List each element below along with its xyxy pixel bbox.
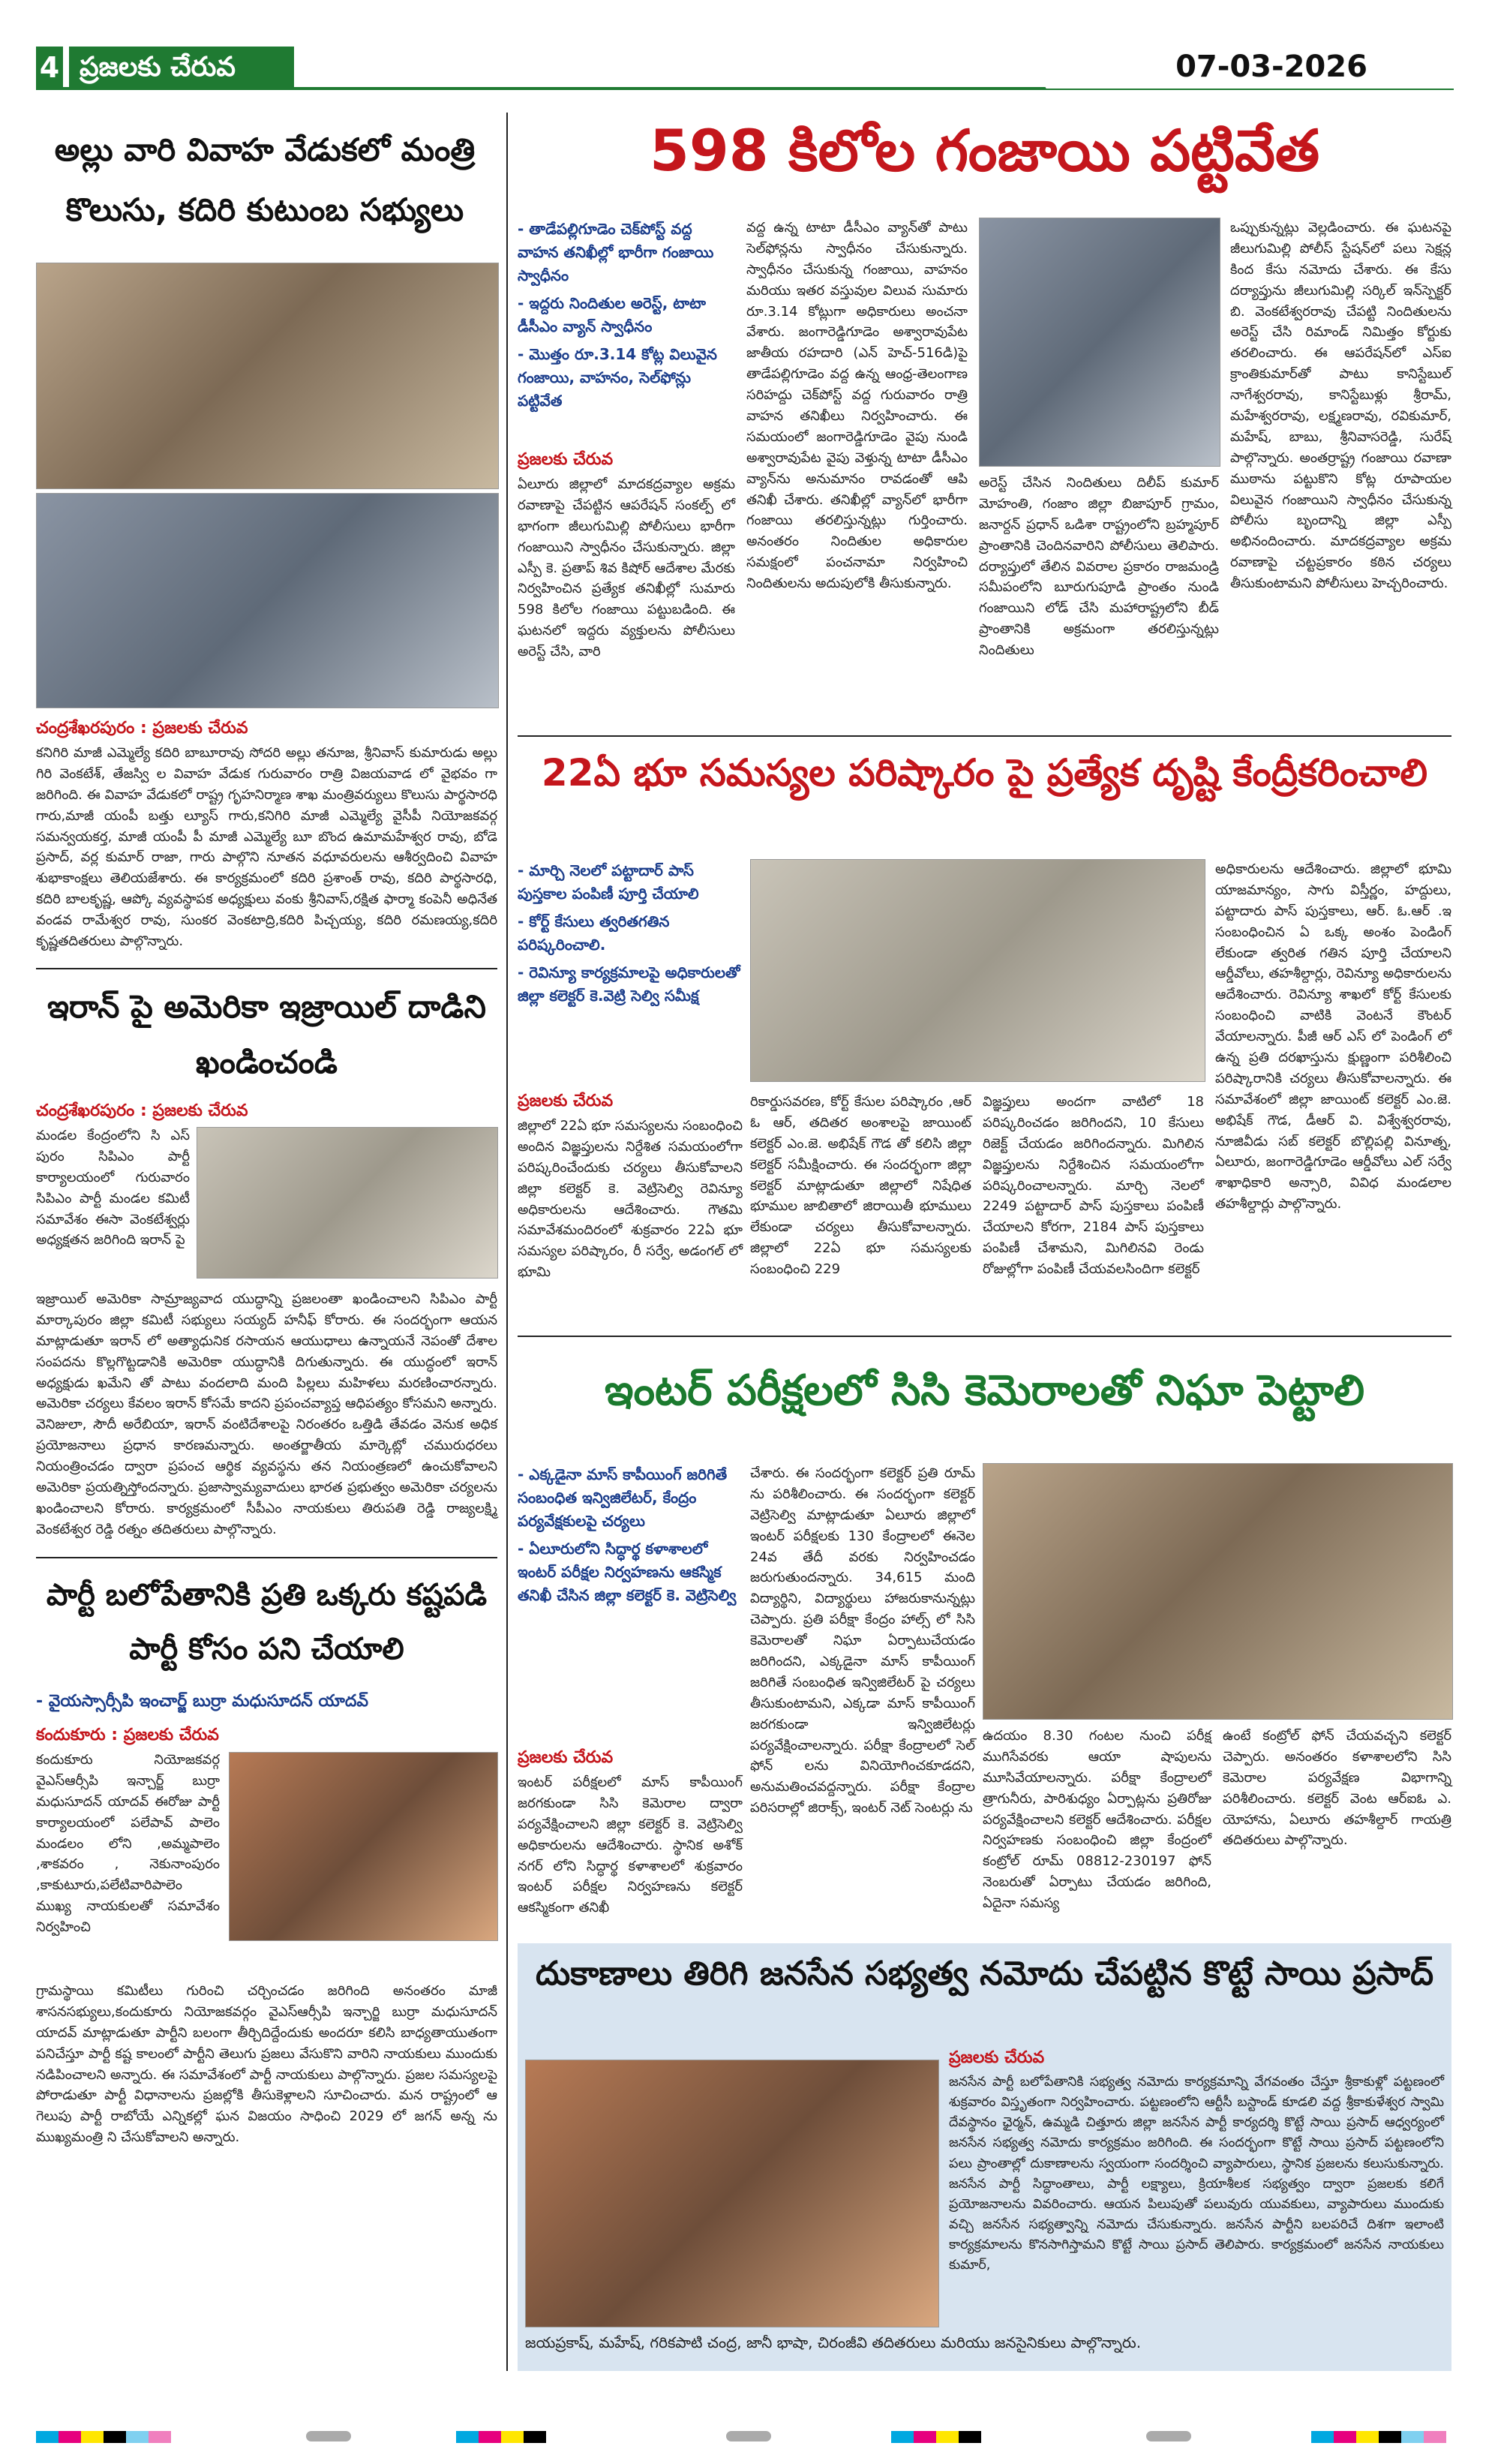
22a-bullet: - మార్చి నెలలో పట్టాదార్ పాస్ పుస్తకాల పంపిణీ పూర్తి చేయాలి	[518, 861, 699, 903]
allu-body: కనిగిరి మాజీ ఎమ్మెల్యే కదిరి బాబూరావు సోదరి అల్లు తనూజ, శ్రీనివాస్ కుమారుడు అల్లు గిరి వెంకటేశ్, తేజస్వి ల వివాహ వేడుక గురువారం రాత్రి విజయవాడ లో వైభవం గా జరిగింది. ఈ వివాహ వేడుకలో రాష్ట్ర గృహనిర్మాణ శాఖ మంత్రివర్యులు కొలుసు పార్థసారధి గారు,మాజీ యంపీ బత్తు ల్యూస్ గారు,కనిగిరి మాజీ ఎమ్మెల్యే వైసీపీ నియోజకవర్గ సమన్వయకర్త, మాజీ యంపీ పీ మాజీ ఎమ్మెల్యే బూ బొంద ఉమామహేశ్వర రావు, బోడె ప్రసాద్, వర్ల కుమార్ రాజా, గారు పాల్గొని నూతన వధూవరులను ఆశీర్వదించి వివాహ శుభాకాంక్షలు తెలియజేశారు. ఈ కార్యక్రమంలో కదిరి ప్రశాంత్ రావు, కదిరి పార్థసారధి, కదిరి బాలకృష్ణ, ఆప్కో వ్యవస్థాపక అధ్యక్షులు వంకు శ్రీనివాస్,రక్షిత ఫార్మా కంపెనీ అధినేత వండవ రామేశ్వర రావు, సుంకర వెంకటాద్రి,కదిరి పిచ్చయ్య, కదిరి రమణయ్య,కదిరి కృష్ణతదితరులు పాల్గొన్నారు.	[36, 745, 497, 950]
inter-body-3: ఉదయం 8.30 గంటల నుంచి పరీక్ష ముగిసేవరకు ఆయా షాపులను మూసివేయాలన్నారు. పరీక్షా కేంద్రాలలో త్రాగునీరు, పారిశుధ్యం ఏర్పాట్లను ప్రతిరోజు పర్యవేక్షించాలని కలెక్టర్ ఆదేశించారు. పరీక్షల నిర్వహణకు సంబంధించి జిల్లా కేంద్రంలో కంట్రోల్ రూమ్ 08812-230197 ఫోన్ నెంబరుతో ఏర్పాటు చేయడం జరిగింది, ఏదైనా సమస్య	[983, 1728, 1211, 1912]
allu-dateline: చంద్రశేఖరపురం : ప్రజలకు చేరువ	[36, 719, 248, 738]
inter-bullet: - ఏలూరులోని సిద్ధార్థ కళాశాలలో ఇంటర్ పరీక్షల నిర్వహణను ఆకస్మిక తనిఖీ చేసిన జిల్లా కలెక్టర్ కె. వెట్రిసెల్వి	[518, 1540, 737, 1604]
cpm-meeting-photo	[197, 1127, 498, 1279]
janasena-body: జనసేన పార్టీ బలోపేతానికి సభ్యత్వ నమోదు కార్యక్రమాన్ని వేగవంతం చేస్తూ శ్రీకాకుళ్లో పట్టణంలో శుక్రవారం విస్తృతంగా నిర్వహించారు. పట్టణంలోని ఆర్టీసీ బస్టాండ్ కూడలి వద్ద శ్రీకాకుళేశ్వర స్వామి దేవస్థానం ఛైర్మన్, ఉమ్మడి చిత్తూరు జిల్లా జనసేన పార్టీ కార్యదర్శి కొట్టే సాయి ప్రసాద్ ఆధ్వర్యంలో జనసేన సభ్యత్వ నమోదు కార్యక్రమం జరిగింది. ఈ సందర్భంగా కొట్టే సాయి ప్రసాద్ పట్టణంలోని పలు ప్రాంతాల్లో దుకాణాలను స్వయంగా సందర్శించి వ్యాపారులు, స్థానిక ప్రజలను కలుసుకున్నారు. జనసేన పార్టీ సిద్ధాంతాలు, పార్టీ లక్ష్యాలు, క్రియాశీలక సభ్యత్వం ద్వారా ప్రజలకు కలిగే ప్రయోజనాలను వివరించారు. ఆయన పిలుపుతో పలువురు యువకులు, వ్యాపారులు ముందుకు వచ్చి జనసేన సభ్యత్వాన్ని నమోదు చేసుకున్నారు. జనసేన పార్టీని బలపరిచే దిశగా ఇలాంటి కార్యక్రమాలను కొనసాగిస్తామని కొట్టే సాయి ప్రసాద్ తెలిపారు. కార్యక్రమంలో జనసేన నాయకులు కుమార్,	[949, 2075, 1444, 2273]
ganja-bullet: - మొత్తం రూ.3.14 కోట్ల విలువైన గంజాయి, వాహనం, సెల్‌ఫోన్లు పట్టివేత	[518, 345, 717, 410]
janasena-headline: దుకాణాలు తిరిగి జనసేన సభ్యత్వ నమోదు చేపట్టిన కొట్టే సాయి ప్రసాద్	[535, 1955, 1434, 1993]
divider-right-2	[518, 1336, 1451, 1337]
iran-headline: ఇరాన్ పై అమెరికా ఇజ్రాయిల్ దాడిని ఖండించండి	[47, 988, 486, 1080]
inter-body-4: ఉంటే కంట్రోల్ ఫోన్ చేయవచ్చని కలెక్టర్ చెప్పారు. అనంతరం కళాశాలలోని సిసి కెమెరాల పర్యవేక్షణ విభాగాన్ని పరిశీలించారు. కలెక్టర్ వెంట ఆర్ఐఓ ఎ. యోహాను, ఏలూరు తహశీల్దార్ గాయత్రి తదితరులు పాల్గొన్నారు.	[1223, 1728, 1451, 1849]
inter-body-2: చేశారు. ఈ సందర్భంగా కలెక్టర్ ప్రతి రూమ్ ను పరిశీలించారు. ఈ సందర్భంగా కలెక్టర్ వెట్రిసెల్వి మాట్లాడుతూ ఏలూరు జిల్లాలో ఇంటర్ పరీక్షలకు 130 కేంద్రాలలో ఈనెల 24వ తేదీ వరకు నిర్వహించడం జరుగుతుందన్నారు. 34,615 మంది విద్యార్థిని, విద్యార్థులు హాజరుకానున్నట్లు చెప్పారు. ప్రతి పరీక్షా కేంద్రం హాల్స్ లో సిసి కెమెరాలతో నిఘా ఏర్పాటుచేయడం జరిగిందని, ఎక్కడైనా మాస్ కాపీయింగ్ జరిగితే సంబంధిత ఇన్విజిలేటర్ పై చర్యలు తీసుకుంటామని, ఎక్కడా మాస్ కాపీయింగ్ జరగకుండా ఇన్విజిలేటర్లు పర్యవేక్షించాలన్నారు. పరీక్షా కేంద్రాలలో సెల్ ఫోన్ లను వినియోగించకూడదని, అనుమతించవద్దన్నారు. పరీక్షా కేంద్రాల పరిసరాల్లో జిరాక్స్, ఇంటర్ నెట్ సెంటర్లు ను	[750, 1465, 975, 1816]
registration-marks	[36, 2431, 1454, 2446]
22a-bullets	[518, 859, 743, 1008]
ganja-body-2: వద్ద ఉన్న టాటా డీసీఎం వ్యాన్‌తో పాటు సెల్‌ఫోన్లను స్వాధీనం చేసుకున్నారు. స్వాధీనం చేసుకున్న గంజాయి, వాహనం మరియు ఇతర వస్తువుల విలువ సుమారు రూ.3.14 కోట్లుగా అధికారులు అంచనా వేశారు. జంగారెడ్డిగూడెం అశ్వారావుపేట జాతీయ రహదారి (ఎన్ హెచ్-516డి)పై తాడేపల్లిగూడెం వద్ద ఉన్న ఆంధ్ర-తెలంగాణ సరిహద్దు చెక్‌పోస్ట్ వద్ద గురువారం రాత్రి వాహన తనిఖీలు నిర్వహించారు. ఈ సమయంలో జంగారెడ్డిగూడెం వైపు నుండి అశ్వారావుపేట వైపు వెళ్తున్న టాటా డీసీఎం వ్యాన్‌ను అనుమానం రావడంతో ఆపి తనిఖీ చేశారు. తనిఖీల్లో వ్యాన్‌లో భారీగా గంజాయి తరలిస్తున్నట్లు గుర్తించారు. అనంతరం నిందితుల అధికారుల సమక్షంలో పంచనామా నిర్వహించి నిందితులను అదుపులోకి తీసుకున్నారు.	[746, 220, 968, 592]
22a-body-2: రికార్డుసవరణ, కోర్ట్ కేసుల పరిష్కారం ,ఆర్ ఓ ఆర్, తదితర అంశాలపై జాయింట్ కలెక్టర్ ఎం.జె. అభిషేక్ గౌడ తో కలిసి జిల్లా కలెక్టర్ సమీక్షించారు. ఈ సందర్భంగా జిల్లా కలెక్టర్ మాట్లాడుతూ జిల్లాలో నిషేధిత భూముల జాబితాలో జిరాయితీ భూములు లేకుండా చర్యలు తీసుకోవాలన్నారు. జిల్లాలో 22ఏ భూ సమస్యలకు సంబంధించి 229	[750, 1094, 971, 1278]
22a-bullet: - కోర్ట్ కేసులు త్వరితగతిన పరిష్కరించాలి.	[518, 912, 670, 954]
allu-headline: అల్లు వారి వివాహ వేడుకలో మంత్రి కొలుసు, కదిరి కుటుంబ సభ్యులు	[54, 131, 476, 228]
seized-ganja-photo	[979, 218, 1220, 467]
22a-body-3: విజ్ఞప్తులు అందగా వాటిలో 18 పరిష్కరించడం జరిగిందని, 10 కేసులు రిజెక్ట్ చేయడం జరిగిందన్నారు. మిగిలిన విజ్ఞప్తులను నిర్దేశించిన సమయంలోగా పరిష్కరించాలన్నారు. మార్చి నెలలో 2249 పట్టాదార్ పాస్ పుస్తకాలు పంపిణీ చేయాలని కోరగా, 2184 పాస్ పుస్తకాలు పంపిణీ చేశామని, మిగిలినవి రెండు రోజుల్లోగా పంపిణీ చేయవలసిందిగా కలెక్టర్	[983, 1094, 1204, 1278]
ganja-bullet: - తాడేపల్లిగూడెం చెక్‌పోస్ట్ వద్ద వాహన తనిఖీల్లో భారీగా గంజాయి స్వాధీనం	[518, 220, 714, 284]
22a-body-1: జిల్లాలో 22ఏ భూ సమస్యలను సంబంధించి అందిన విజ్ఞప్తులను నిర్దేశిత సమయంలోగా పరిష్కరించేందుకు చర్యలు తీసుకోవాలని జిల్లా కలెక్టర్ కె. వెట్రిసెల్వి రెవిన్యూ అధికారులను ఆదేశించారు. గౌతమి సమావేశమందిరంలో శుక్రవారం 22ఏ భూ సమస్యల పరిష్కారం, రీ సర్వే, అడంగల్ లో భూమి	[518, 1118, 743, 1281]
iran-body-1: మండల కేంద్రంలోని సి ఎస్ పురం సిపిఎం పార్టీ కార్యాలయంలో గురువారం సిపిఎం పార్టీ మండల కమిటీ సమావేశం ఈసా వెంకటేశ్వర్లు అధ్యక్షతన జరిగింది ఇరాన్ పై	[36, 1128, 190, 1249]
22a-dateline: ప్రజలకు చేరువ	[518, 1092, 614, 1110]
paper-name: ప్రజలకు చేరువ	[69, 47, 294, 89]
janasena-caption: జయప్రకాష్, మహేష్, గరికపాటి చంద్ర, జానీ భాషా, చిరంజీవి తదితరులు మరియు జనసైనికులు పాల్గొన్నారు.	[525, 2333, 1142, 2351]
22a-headline: 22ఏ భూ సమస్యల పరిష్కారం పై ప్రత్యేక దృష్టి కేంద్రీకరించాలి	[541, 751, 1428, 795]
column-separator	[506, 113, 508, 2371]
ganja-body-1: ఏలూరు జిల్లాలో మాదకద్రవ్యాల అక్రమ రవాణాపై చేపట్టిన ఆపరేషన్ సంకల్ప్ లో భాగంగా జీలుగుమిల్లి పోలీసులు భారీగా గంజాయిని స్వాధీనం చేసుకున్నారు. జిల్లా ఎస్పీ కె. ప్రతాప్ శివ కిషోర్ ఆదేశాల మేరకు నిర్వహించిన ప్రత్యేక తనిఖీల్లో సుమారు 598 కిలోల గంజాయి పట్టుబడింది. ఈ ఘటనలో ఇద్దరు వ్యక్తులను పోలీసులు అరెస్ట్ చేసి, వారి	[518, 476, 735, 660]
ganja-body-4: ఒప్పుకున్నట్లు వెల్లడించారు. ఈ ఘటనపై జీలుగుమిల్లి పోలీస్ స్టేషన్‌లో పలు సెక్షన్ల కింద కేసు నమోదు చేశారు. ఈ కేసు దర్యాప్తును జీలుగుమిల్లి సర్కిల్ ఇన్‌స్పెక్టర్ బి. వెంకటేశ్వరరావు చేపట్టి నిందితులను అరెస్ట్ చేసి రిమాండ్ నిమిత్తం కోర్టుకు తరలించారు. ఈ ఆపరేషన్‌లో ఎస్ఐ క్రాంతికుమార్‌తో పాటు కానిస్టేబుల్ నాగేశ్వరరావు, కానిస్టేబుళ్లు శ్రీరామ్, మహేశ్వరరావు, లక్ష్మణరావు, రవికుమార్, మహేష్, బాబు, శ్రీనివాసరెడ్డి, సురేష్ పాల్గొన్నారు. అంతర్రాష్ట్ర గంజాయి రవాణా ముఠాను పట్టుకొని కోట్ల రూపాయల విలువైన గంజాయిని స్వాధీనం చేసుకున్న పోలీసు బృందాన్ని జిల్లా ఎస్పీ అభినందించారు. మాదకద్రవ్యాల అక్రమ రవాణాపై చట్టప్రకారం కఠిన చర్యలు తీసుకుంటామని పోలీసులు హెచ్చరించారు.	[1230, 220, 1451, 592]
collector-review-photo	[750, 859, 1205, 1082]
janasena-dateline: ప్రజలకు చేరువ	[949, 2048, 1045, 2067]
iran-dateline: చంద్రశేఖరపురం : ప్రజలకు చేరువ	[36, 1101, 248, 1120]
22a-body-4: అధికారులను ఆదేశించారు. జిల్లాలో భూమి యాజమాన్యం, సాగు విస్తీర్ణం, హద్దులు, పట్టాదారు పాస్ పుస్తకాలు, ఆర్. ఓ.ఆర్ .ఇ సంబంధించిన ఏ ఒక్క అంశం పెండింగ్ లేకుండా త్వరిత గతిన పూర్తి చేయాలని ఆర్డీవోలు, తహశీల్దార్లు, రెవిన్యూ అధికారులను ఆదేశించారు. రెవిన్యూ శాఖలో కోర్ట్ కేసులకు సంబంధించి వాటికి వెంటనే కౌంటర్ వేయాలన్నారు. పీజీ ఆర్ ఎస్ లో పెండింగ్ లో ఉన్న ప్రతి దరఖాస్తును క్షుణ్ణంగా పరిశీలించి పరిష్కారానికి చర్యలు తీసుకోవాలన్నారు. ఈ సమావేశంలో జిల్లా జాయింట్ కలెక్టర్ ఎం.జె. అభిషేక్ గౌడ, డీఆర్ వి. విశ్వేశ్వరరావు, నూజివీడు సబ్ కలెక్టర్ బొల్లిపల్లి వినూత్న, ఏలూరు, జంగారెడ్డిగూడెం ఆర్డీవోలు ఎల్ సర్వే శాఖాధికారి అన్సారి, వివిధ మండలాల తహశీల్దార్లు పాల్గొన్నారు.	[1215, 861, 1451, 1212]
inter-bullets	[518, 1463, 743, 1607]
exam-hall-photo	[983, 1463, 1453, 1720]
ganja-bullet: - ఇద్దరు నిందితుల అరెస్ట్, టాటా డీసీఎం వ్యాన్ స్వాధీనం	[518, 294, 707, 335]
inter-dateline: ప్రజలకు చేరువ	[518, 1748, 614, 1767]
22a-bullet: - రెవిన్యూ కార్యక్రమాలపై అధికారులతో జిల్లా కలెక్టర్ కె.వెట్రి సెల్వి సమీక్ష	[518, 963, 740, 1005]
party-subhead: - వైయస్సార్సీపి ఇంచార్జ్ బుర్రా మధుసూదన్ యాదవ్	[36, 1692, 369, 1711]
wedding-photo-1	[36, 263, 499, 489]
party-headline: పార్టీ బలోపేతానికి ప్రతి ఒక్కరు కష్టపడి పార్టీ కోసం పని చేయాలి	[46, 1578, 488, 1666]
page-number: 4	[36, 47, 63, 89]
party-meeting-photo	[229, 1752, 498, 1941]
inter-headline: ఇంటర్ పరీక్షలలో సిసి కెమెరాలతో నిఘా పెట్టాలి	[604, 1366, 1365, 1415]
divider-left-1	[36, 968, 497, 969]
inter-body-1: ఇంటర్ పరీక్షలలో మాస్ కాపీయింగ్ జరగకుండా సిసి కెమెరాల ద్వారా పర్యవేక్షించాలని జిల్లా కలెక్టర్ కె. వెట్రిసెల్వి అధికారులను ఆదేశించారు. స్థానిక అశోక్ నగర్ లోని సిద్ధార్థ కళాశాలలో శుక్రవారం ఇంటర్ పరీక్షల నిర్వహణను కలెక్టర్ ఆకస్మికంగా తనిఖీ	[518, 1774, 743, 1916]
party-body-1: కందుకూరు నియోజకవర్గ వైఎస్ఆర్సీపి ఇన్చార్జ్ బుర్రా మధుసూదన్ యాదవ్ ఈరోజు పార్టీ కార్యాలయంలో పలేపావ్ పాలెం మండలం లోని ,అమ్మపాలెం ,శాకవరం , నెకునాంపురం ,కాకుటూరు,పలేటివారిపాలెం ముఖ్య నాయకులతో సమావేశం నిర్వహించి	[36, 1752, 220, 1936]
ganja-dateline: ప్రజలకు చేరువ	[518, 450, 614, 469]
party-body-2: గ్రామస్థాయి కమిటీలు గురించి చర్చించడం జరిగింది అనంతరం మాజీ శాసనసభ్యులు,కందుకూరు నియోజకవర్గం వైఎస్ఆర్సీపి ఇన్చార్జి బుర్రా మధుసూదన్ యాదవ్ మాట్లాడుతూ పార్టీని బలంగా తీర్చిదిద్దేందుకు అందరూ కలిసి బాధ్యతాయుతంగా పనిచేస్తూ పార్టీ కష్ట కాలంలో పార్టీని తెలుగు ప్రజలు వేసుకొని వారిని నాయకులు ముందుకు నడిపించాలని అన్నారు. ఈ సమావేశంలో పార్టీ నాయకులు పాల్గొన్నారు. ప్రజల సమస్యలపై పోరాడుతూ పార్టీ విధానాలను ప్రజల్లోకి తీసుకెళ్లాలని సూచించారు. మన రాష్ట్రంలో ఆ గెలుపు పార్టీ రాబోయే ఎన్నికల్లో ఘన విజయం సాధించి 2029 లో జగన్ అన్న ను ముఖ్యమంత్రి ని చేసుకోవాలని అన్నారు.	[36, 1983, 497, 2146]
divider-left-2	[36, 1557, 497, 1558]
iran-body-2: ఇజ్రాయిల్ అమెరికా సామ్రాజ్యవాద యుద్ధాన్ని ప్రజలంతా ఖండించాలని సిపిఎం పార్టీ మార్కాపురం జిల్లా కమిటీ సభ్యులు సయ్యద్ హనీఫ్ కోరారు. ఈ సందర్భంగా ఆయన మాట్లాడుతూ ఇరాన్ లో అత్యాధునిక రసాయన ఆయుధాలు ఉన్నాయనే నెపంతో దేశాల సంపదను కొల్లగొట్టడానికి అమెరికా యుద్ధానికి దిగుతున్నారు. ఈ యుద్ధంలో ఇరాన్ అధ్యక్షుడు ఖమేని తో పాటు వందలాది మంది పిల్లలు మహిళలు మరణించారన్నారు. అమెరికా చర్యలు కేవలం ఇరాన్ కోసమే కాదని ప్రపంచవ్యాప్త ఆధిపత్యం కోసమని అన్నారు. వెనిజులా, సౌదీ అరేబియా, ఇరాన్ వంటిదేశాలపై నిరంతరం ఒత్తిడి తేవడం వెనుక అధిక ప్రయోజనాలు ప్రధాన కారణమన్నారు. అంతర్జాతీయ మార్కెట్లో చమురుధరలు నియంత్రించడం ద్వారా ప్రపంచ ఆర్థిక వ్యవస్థను తన నియంత్రణలో ఉంచుకోవాలని అమెరికా ప్రయత్నిస్తోందన్నారు. ప్రజాస్వామ్యవాదులు భారత ప్రభుత్వం అమెరికా చర్యలను ఖండించాలని కోరారు. కార్యక్రమంలో సీపీఎం నాయకులు తిరుపతి రెడ్డి రాజ్యలక్ష్మి వెంకటేశ్వర రెడ్డి రత్నం తదితరులు పాల్గొన్నారు.	[36, 1291, 497, 1537]
issue-date: 07-03-2026	[1175, 50, 1367, 84]
divider-right-1	[518, 735, 1451, 737]
wedding-photo-2	[36, 493, 499, 708]
ganja-headline: 598 కిలోల గంజాయి పట్టివేత	[649, 117, 1320, 184]
ganja-body-3: అరెస్ట్ చేసిన నిందితులు దిలీప్ కుమార్ మోహంతి, గంజాం జిల్లా బిజాపూర్ గ్రామం, జనార్దన్ ప్రధాన్ ఒడిశా రాష్ట్రంలోని బ్రహ్మపూర్ ప్రాంతానికి చెందినవారిని పోలీసులు తెలిపారు. దర్యాప్తులో తేలిన వివరాల ప్రకారం రాజమండ్రి సమీపంలోని బూరుగుపూడి ప్రాంతం నుండి గంజాయిని లోడ్ చేసి మహారాష్ట్రలోని బీడ్ ప్రాంతానికి అక్రమంగా తరలిస్తున్నట్లు నిందితులు	[979, 475, 1219, 659]
party-dateline: కందుకూరు : ప్రజలకు చేరువ	[36, 1726, 219, 1744]
janasena-photo	[525, 2060, 939, 2327]
inter-bullet: - ఎక్కడైనా మాస్ కాపీయింగ్ జరిగితే సంబంధిత ఇన్విజిలేటర్, కేంద్రం పర్యవేక్షకులపై చర్యలు	[518, 1465, 728, 1530]
ganja-bullets	[518, 218, 735, 413]
